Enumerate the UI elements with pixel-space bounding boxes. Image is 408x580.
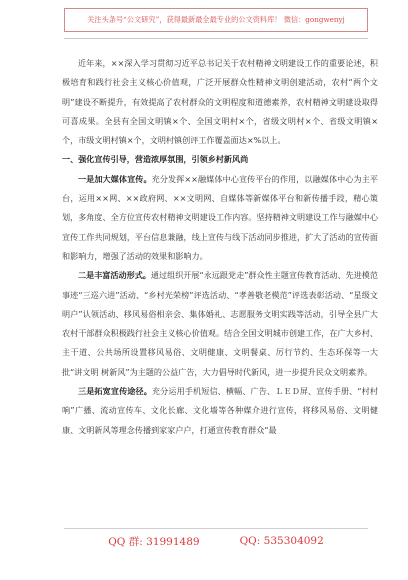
paragraph-text: 充分运用手机短信、横幅、广告、ＬＥＤ屏、宣传手册、“村村响”广播、流动宣传车、文化长廊、文化墙等各种媒介进行宣传，将移风易俗、文明健康、文明新风等理念传播到家家户户，打通宣传教育群众“最	[62, 386, 378, 435]
paragraph-activity-forms	[62, 266, 378, 382]
paragraph-media-publicity	[62, 170, 378, 266]
top-banner	[64, 8, 368, 32]
qq-number: QQ: 535304092	[239, 535, 324, 547]
paragraph-text: 通过组织开展“永远跟党走”群众性主题宣传教育活动、先进模范事迹“三巡六进”活动、“乡村光荣榜”评选活动、“孝善敬老模范”评选表彰活动、“星级文明户”认领活动、移风易俗相亲会、集体婚礼、志愿服务文明实践等活动，引导全县广大农村干部群众积极践行社会主义核心价值观。结合全国文明城市创建工作，在广大乡村、主干道、公共场所设置移风易俗、文明健康、文明餐桌、厉行节约、生态环保等一大批“讲文明 树新风”为主题的公益广告，大力倡导时代新风，进一步提升民众文明素养。	[62, 270, 378, 377]
document-body	[62, 54, 378, 440]
banner-text: 关注头条号“公文研究”，获得最新最全最专业的公文资料库！ 微信：gongwenyj	[87, 15, 345, 24]
section-heading: 一、强化宣传引导，营造浓厚氛围，引领乡村新风尚	[62, 154, 249, 165]
banner-divider	[64, 38, 368, 39]
paragraph-lead: 二是丰富活动形式。	[78, 270, 151, 281]
paragraph-lead: 三是拓宽宣传途径。	[78, 386, 152, 397]
intro-paragraph: 近年来，××深入学习贯彻习近平总书记关于农村精神文明建设工作的重要论述，积极培育和践行社会主义核心价值观，广泛开展群众性精神文明创建活动，农村“两个文明”建设不断提升，有效提高了农村群众的文明程度和道德素养，农村精神文明建设取得可喜成果。全县有全国文明镇×个、全国文明村×个，省级文明村×个、省级文明镇×个，市级文明村镇×个，文明村镇创评工作覆盖面达×%以上。	[62, 58, 378, 146]
paragraph-lead: 一是加大媒体宣传。	[78, 173, 152, 184]
paragraph-publicity-channels	[62, 382, 378, 440]
footer-contact	[64, 528, 368, 553]
qq-group-number: QQ 群: 31991489	[108, 535, 200, 548]
paragraph-text: 充分发挥××融媒体中心宣传平台的作用，以融媒体中心为主平台，运用××网、××政府网、××文明网、自媒体等新媒体平台和新传播手段，精心策划，多角度、全方位宣传农村精神文明建设工作内容。坚持精神文明建设工作与融媒中心宣传工作共同规划，平台信息兼融，线上宣传与线下活动同步推进，扩大了活动的宣传面和影响力，增强了活动的效果和影响力。	[62, 173, 378, 261]
